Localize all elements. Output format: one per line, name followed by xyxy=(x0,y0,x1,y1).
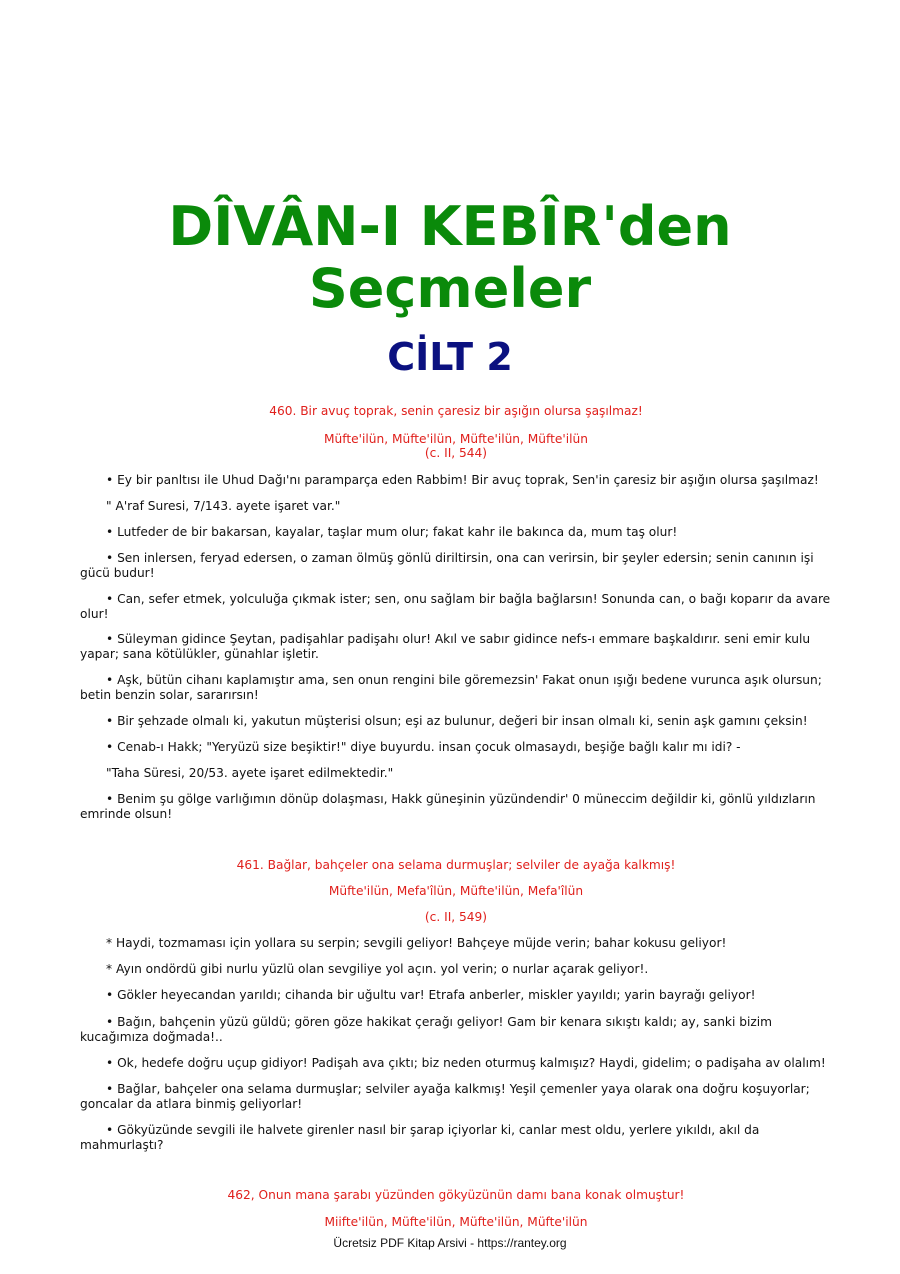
paragraph: * Ayın ondördü gibi nurlu yüzlü olan sevgiliye yol açın. yol verin; o nurlar açarak geliyor!. xyxy=(106,962,649,976)
paragraph: • Can, sefer etmek, yolculuğa çıkmak ister; sen, onu sağlam bir bağla bağlarsın! Sonunda can, o bağı koparır da avare olur! xyxy=(80,592,831,621)
volume-label: CİLT 2 xyxy=(387,335,513,379)
section-460-meter: Müfte'ilün, Müfte'ilün, Müfte'ilün, Müfte'ilün xyxy=(324,432,588,446)
paragraph: • Bağın, bahçenin yüzü güldü; gören göze hakikat çerağı geliyor! Gam bir kenara sıkıştı kaldı; ay, sanki bizim kucağımıza doğmada!.. xyxy=(80,1015,773,1044)
footer-note: Ücretsiz PDF Kitap Arsivi - https://rantey.org xyxy=(333,1236,567,1250)
paragraph: • Süleyman gidince Şeytan, padişahlar padişahı olur! Akıl ve sabır gidince nefs-ı emmare başkaldırır. seni emir kulu yapar; sana kötülükler, günahlar işletir. xyxy=(80,632,811,661)
paragraph: • Cenab-ı Hakk; "Yeryüzü size beşiktir!" diye buyurdu. insan çocuk olmasaydı, beşiğe bağlı kalır mı idi? - xyxy=(106,740,741,754)
section-461-heading: 461. Bağlar, bahçeler ona selama durmuşlar; selviler de ayağa kalkmış! xyxy=(236,858,676,872)
paragraph: * Haydi, tozmaması için yollara su serpin; sevgili geliyor! Bahçeye müjde verin; bahar kokusu geliyor! xyxy=(106,936,727,950)
paragraph: • Bağlar, bahçeler ona selama durmuşlar; selviler ayağa kalkmış! Yeşil çemenler yaya olarak ona doğru koşuyorlar; goncalar da atlara binmiş geliyorlar! xyxy=(80,1082,810,1111)
paragraph: "Taha Süresi, 20/53. ayete işaret edilmektedir." xyxy=(106,766,394,780)
paragraph: • Gökyüzünde sevgili ile halvete girenler nasıl bir şarap içiyorlar ki, canlar mest oldu, yerlere yıkıldı, akıl da mahmurlaştı? xyxy=(80,1123,760,1152)
section-460-ref: (c. II, 544) xyxy=(424,446,488,460)
paragraph: • Aşk, bütün cihanı kaplamıştır ama, sen onun rengini bile göremezsin' Fakat onun ışığı bedene vurunca aşık olursun; betin benzin solar, sararırsın! xyxy=(80,673,822,702)
paragraph: • Gökler heyecandan yarıldı; cihanda bir uğultu var! Etrafa anberler, miskler yayıldı; yarin bayrağı geliyor! xyxy=(106,988,756,1002)
paragraph: • Lutfeder de bir bakarsan, kayalar, taşlar mum olur; fakat kahr ile bakınca da, mum taş olur! xyxy=(106,525,678,539)
section-462-heading: 462, Onun mana şarabı yüzünden gökyüzünün damı bana konak olmuştur! xyxy=(227,1188,685,1202)
paragraph: • Ey bir panltısı ile Uhud Dağı'nı paramparça eden Rabbim! Bir avuç toprak, Sen'in çaresiz bir aşığın olursa şaşılmaz! xyxy=(106,473,819,487)
section-461-ref: (c. II, 549) xyxy=(424,910,488,924)
page-title-line1: DÎVÂN-I KEBÎR'den xyxy=(168,195,732,258)
section-461-meter: Müfte'ilün, Mefa'îlün, Müfte'ilün, Mefa'îlün xyxy=(328,884,584,898)
paragraph: • Bir şehzade olmalı ki, yakutun müşterisi olsun; eşi az bulunur, değeri bir insan olmalı ki, senin aşk gamını çeksin! xyxy=(106,714,808,728)
paragraph: • Sen inlersen, feryad edersen, o zaman ölmüş gönlü diriltirsin, ona can verirsin, bir şeyler edersin; senin canının işi gücü budur! xyxy=(80,551,814,580)
paragraph: " A'raf Suresi, 7/143. ayete işaret var." xyxy=(106,499,341,513)
paragraph: • Benim şu gölge varlığımın dönüp dolaşması, Hakk güneşinin yüzündendir' 0 müneccim değildir ki, gönlü yıldızların emrinde olsun! xyxy=(80,792,816,821)
page-title-line2: Seçmeler xyxy=(308,257,592,320)
section-460-heading: 460. Bir avuç toprak, senin çaresiz bir aşığın olursa şaşılmaz! xyxy=(269,404,643,418)
section-462-meter: Miifte'ilün, Müfte'ilün, Müfte'ilün, Müfte'ilün xyxy=(324,1215,588,1229)
paragraph: • Ok, hedefe doğru uçup gidiyor! Padişah ava çıktı; biz neden oturmuş kalmışız? Haydi, gidelim; o padişaha av olalım! xyxy=(106,1056,826,1070)
